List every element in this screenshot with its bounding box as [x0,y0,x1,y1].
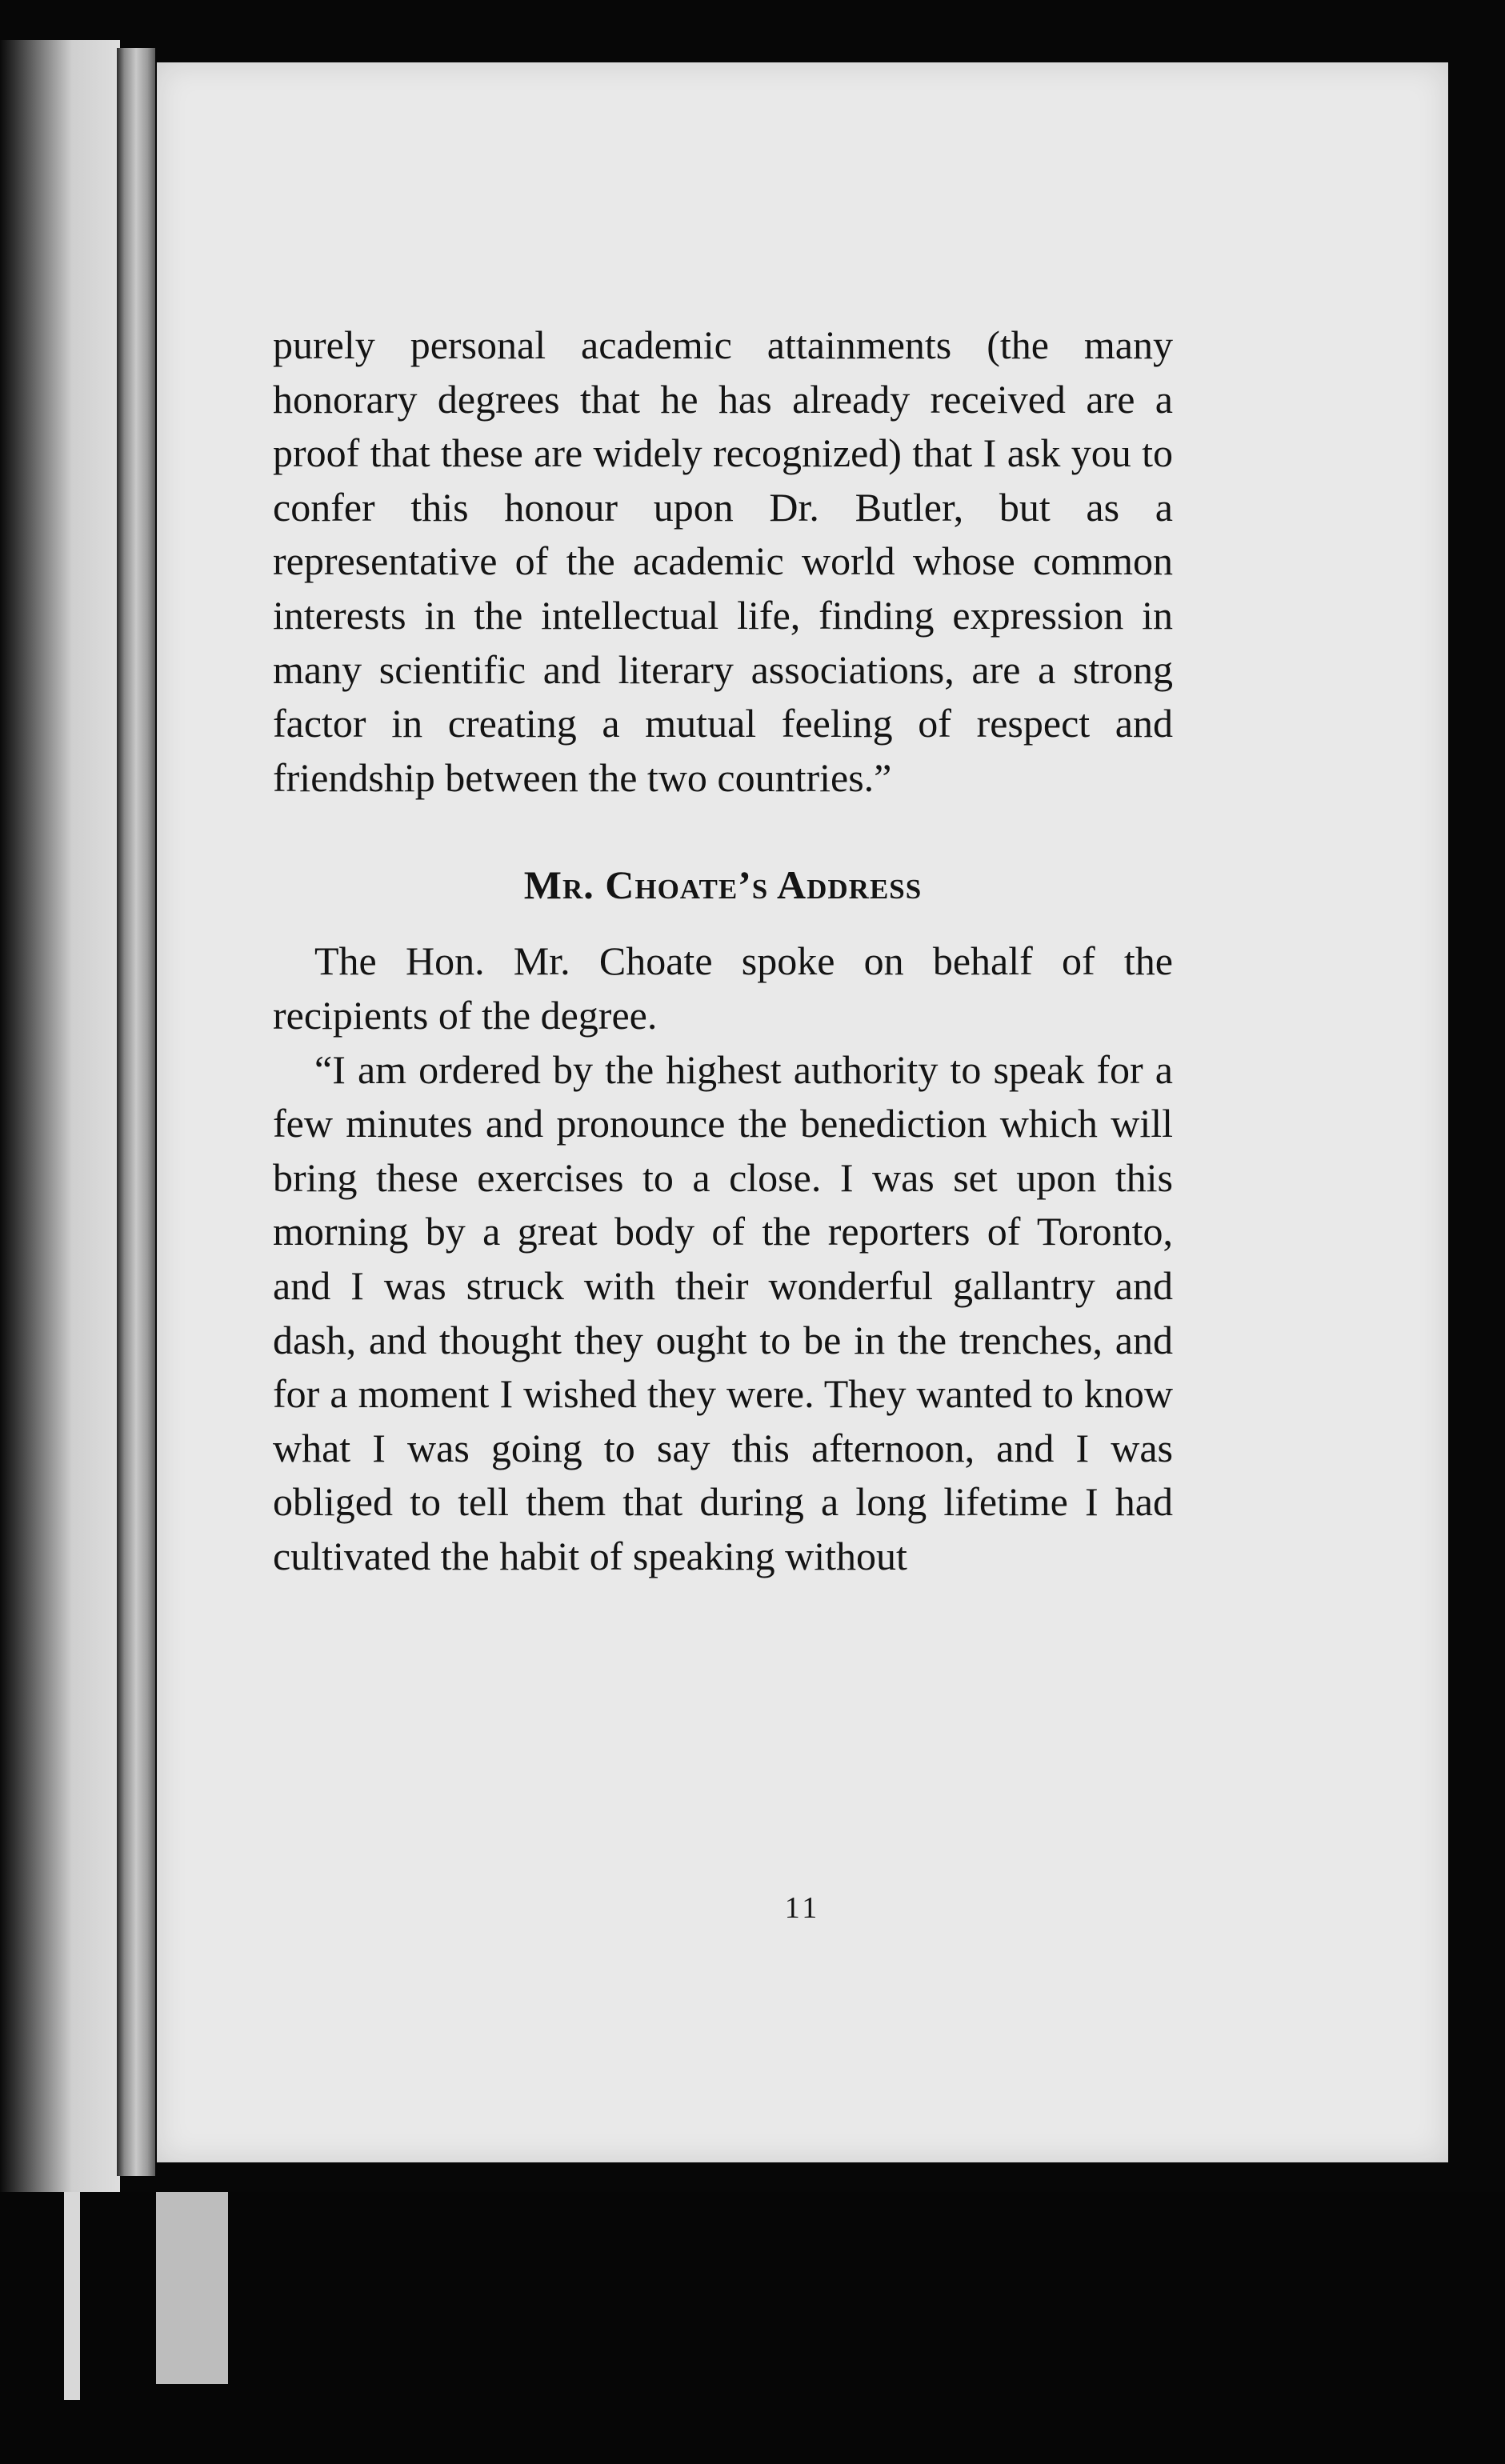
paragraph-intro: The Hon. Mr. Choate spoke on behalf of the recipients of the degree. [273,938,1173,1038]
scan-bottom-margin [0,2192,1505,2464]
book-page [157,62,1448,2162]
page-tab-mid [156,2192,228,2384]
paragraph-quote: “I am ordered by the highest authority to speak for a few minutes and pronounce the benediction which will bring these exercises to a close. I was set upon this morning by a great body of the reporters of Toronto, and I was struck with their wonderful gallantry and dash, and thought they ought to be in the trenches, and for a moment I wished they were. They wanted to know what I was going to say this afternoon, and I was obliged to tell them that during a long lifetime I had cultivated the habit of speaking without [273,1046,1173,1578]
facing-page-edge [0,40,120,2192]
book-gutter [117,48,155,2176]
page-tab-left [64,2192,80,2400]
page-number: 11 [784,1891,821,1925]
paragraph-continued: purely personal academic attainments (the many honorary degrees that he has already received are a proof that these are widely recognized) that I ask you to confer this honour upon Dr. Butler, but as a representative of the academic world whose common interests in the intellectual life, finding expression in many scientific and literary associations, are a strong factor in creating a mutual feeling of respect and friendship between the two countries.” [273,322,1173,800]
body-text [273,318,1173,1583]
section-heading: Mr. Choate’s Address [523,862,923,908]
